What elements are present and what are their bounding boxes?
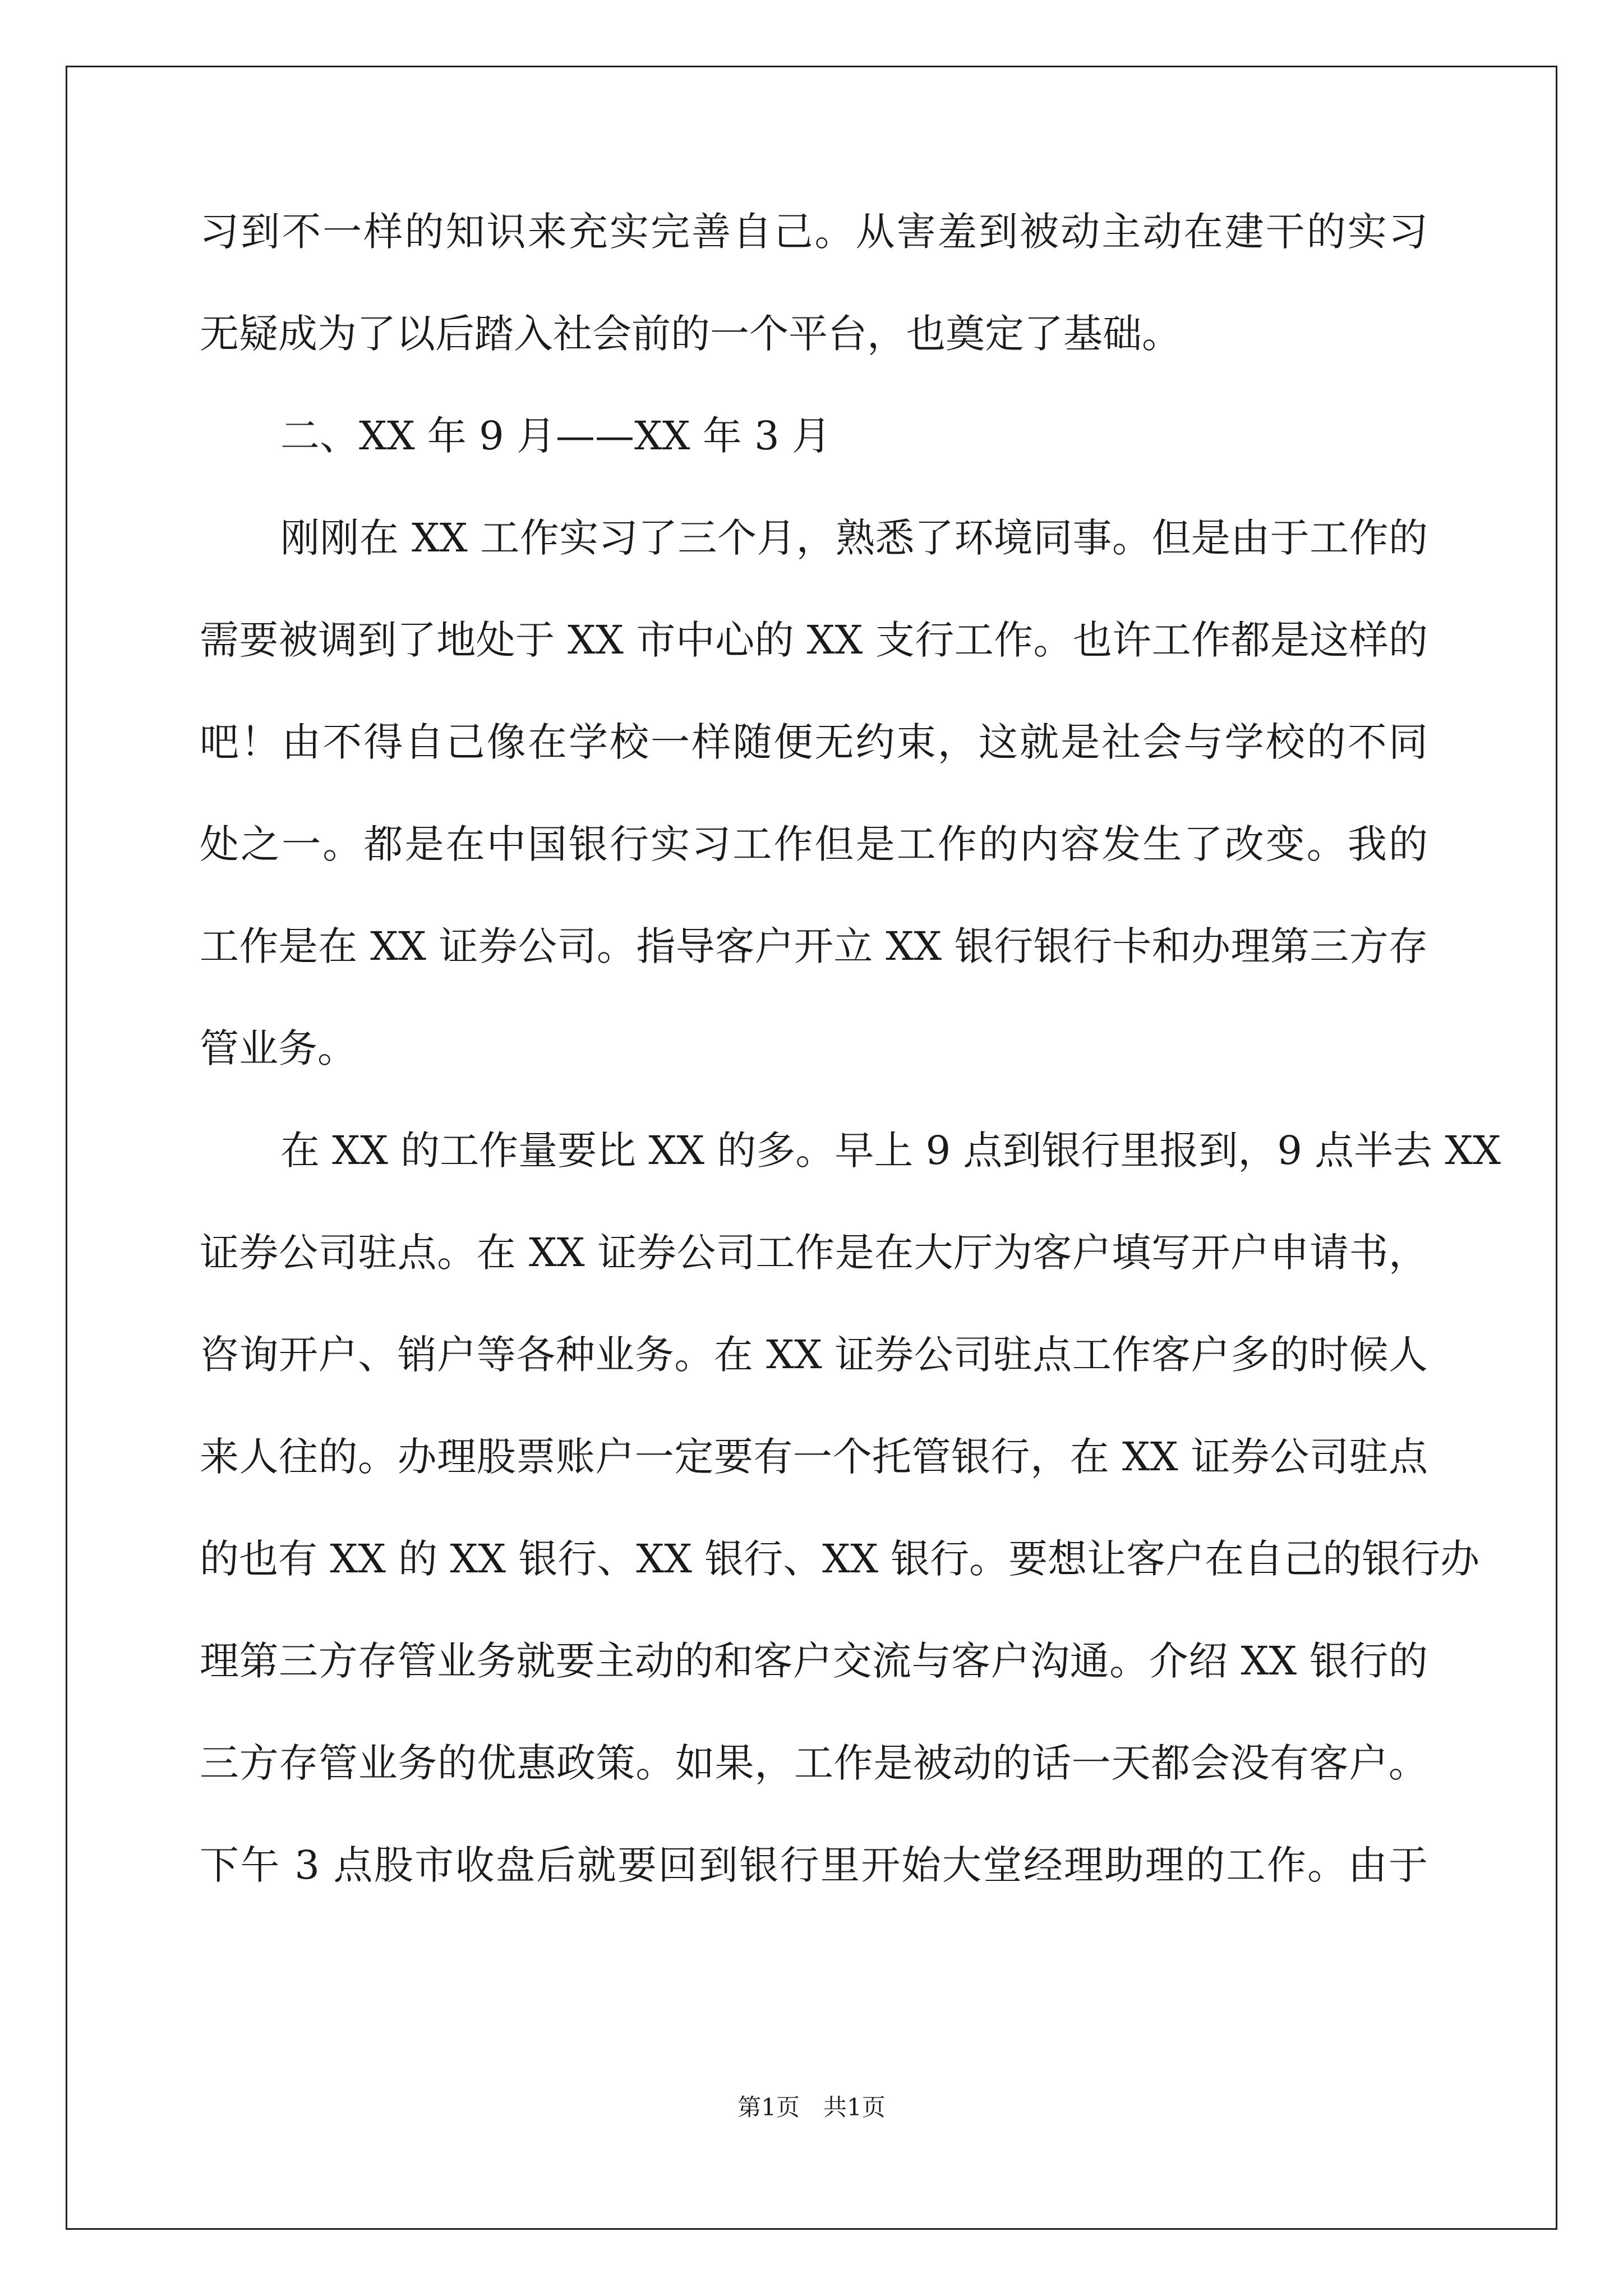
- text-line: 吧！由不得自己像在学校一样随便无约束，这就是社会与学校的不同: [200, 719, 1428, 765]
- text-line: 理第三方存管业务就要主动的和客户交流与客户沟通。介绍 XX 银行的: [200, 1638, 1428, 1684]
- text-line: 咨询开户、销户等各种业务。在 XX 证券公司驻点工作客户多的时候人: [200, 1332, 1428, 1378]
- section-heading: 二、XX 年 9 月——XX 年 3 月: [280, 413, 831, 459]
- text-line: 无疑成为了以后踏入社会前的一个平台，也奠定了基础。: [200, 311, 1181, 357]
- text-line: 的也有 XX 的 XX 银行、XX 银行、XX 银行。要想让客户在自己的银行办: [200, 1536, 1480, 1582]
- text-line: 证券公司驻点。在 XX 证券公司工作是在大厅为客户填写开户申请书，: [200, 1230, 1428, 1276]
- text-line: 三方存管业务的优惠政策。如果，工作是被动的话一天都会没有客户。: [200, 1740, 1428, 1786]
- page-footer: 第1页 共1页: [737, 2093, 886, 2121]
- text-line: 下午 3 点股市收盘后就要回到银行里开始大堂经理助理的工作。由于: [200, 1842, 1428, 1888]
- text-line: 工作是在 XX 证券公司。指导客户开立 XX 银行银行卡和办理第三方存: [200, 923, 1428, 969]
- text-line: 习到不一样的知识来充实完善自己。从害羞到被动主动在建干的实习: [200, 209, 1428, 255]
- text-line: 处之一。都是在中国银行实习工作但是工作的内容发生了改变。我的: [200, 821, 1428, 867]
- text-line: 在 XX 的工作量要比 XX 的多。早上 9 点到银行里报到，9 点半去 XX: [280, 1128, 1501, 1174]
- text-line: 需要被调到了地处于 XX 市中心的 XX 支行工作。也许工作都是这样的: [200, 617, 1428, 663]
- text-line: 刚刚在 XX 工作实习了三个月，熟悉了环境同事。但是由于工作的: [280, 515, 1428, 561]
- text-line: 来人往的。办理股票账户一定要有一个托管银行，在 XX 证券公司驻点: [200, 1434, 1428, 1480]
- text-line: 管业务。: [200, 1025, 357, 1071]
